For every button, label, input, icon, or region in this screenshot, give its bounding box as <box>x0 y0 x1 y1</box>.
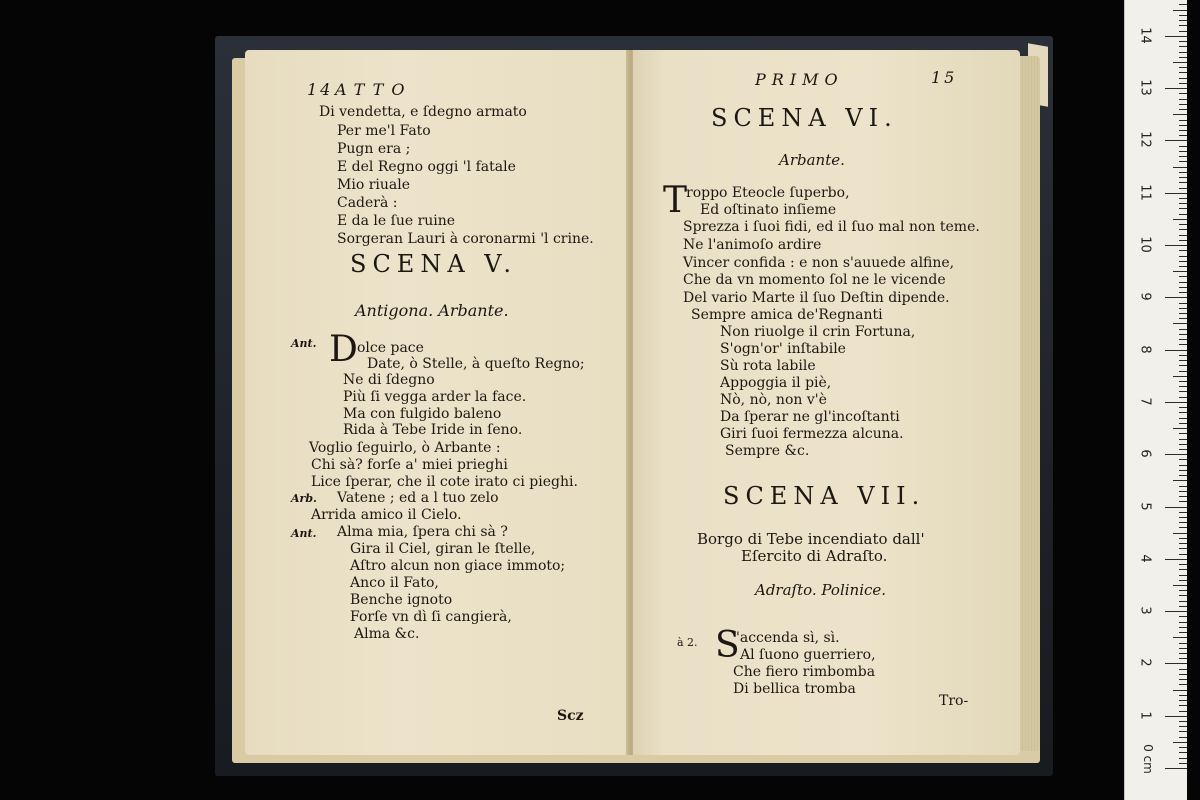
ruler-tick <box>1179 78 1187 79</box>
ruler-tick <box>1179 235 1187 236</box>
verse-line: Rida à Tebe Iride in ſeno. <box>343 422 523 438</box>
verse-line: Voglio ſeguirlo, ò Arbante : <box>309 440 501 456</box>
ruler-tick <box>1179 381 1187 382</box>
ruler-tick <box>1179 527 1187 528</box>
ruler-tick <box>1179 31 1187 32</box>
ruler-tick <box>1165 454 1187 455</box>
ruler-number: 7 <box>1137 397 1153 406</box>
ruler-tick <box>1179 130 1187 131</box>
verse-line: Che da vn momento ſol ne le vicende <box>683 272 946 288</box>
scene-characters: Antigona. Arbante. <box>355 301 509 320</box>
ruler-tick <box>1179 606 1187 607</box>
ruler-tick <box>1179 214 1187 215</box>
ruler-tick <box>1179 371 1187 372</box>
verse-line: Per me'l Fato <box>337 123 431 139</box>
ruler-tick <box>1179 695 1187 696</box>
speaker-label: Arb. <box>291 492 317 505</box>
ruler-tick <box>1179 580 1187 581</box>
ruler-tick <box>1179 93 1187 94</box>
verse-line: Sù rota labile <box>720 358 816 374</box>
setting-line: Borgo di Tebe incendiato dall' <box>697 530 925 548</box>
ruler-tick <box>1179 67 1187 68</box>
verse-line: Lice ſperar, che il cote irato ci pieghi. <box>311 474 578 490</box>
ruler-tick <box>1179 240 1187 241</box>
verse-line: 'accenda sì, sì. <box>736 630 840 646</box>
verse-line: E del Regno oggi 'l fatale <box>337 159 516 175</box>
ruler-tick <box>1179 554 1187 555</box>
verse-line: Mio riuale <box>337 177 410 193</box>
ruler-tick <box>1179 491 1187 492</box>
ruler-tick <box>1179 726 1187 727</box>
ruler-tick <box>1173 10 1187 11</box>
ruler-number: 12 <box>1137 131 1153 149</box>
ruler-tick <box>1179 616 1187 617</box>
ruler-tick <box>1179 4 1187 5</box>
right-page-number: 15 <box>931 68 958 87</box>
ruler-tick <box>1179 758 1187 759</box>
ruler-tick <box>1179 151 1187 152</box>
ruler-tick <box>1179 256 1187 257</box>
ruler-tick <box>1173 271 1187 272</box>
ruler-tick <box>1179 135 1187 136</box>
left-page <box>245 50 629 755</box>
ruler-tick <box>1179 763 1187 764</box>
verse-line: Ne di ſdegno <box>343 372 435 388</box>
ruler-number: 9 <box>1137 292 1153 301</box>
ruler-number: 1 <box>1137 711 1153 720</box>
ruler-tick <box>1179 125 1187 126</box>
speaker-label: Ant. <box>291 337 317 350</box>
ruler-tick <box>1179 20 1187 21</box>
ruler-tick <box>1179 282 1187 283</box>
ruler-tick <box>1179 433 1187 434</box>
left-page-number: 14 <box>307 80 334 99</box>
verse-line: Sempre &c. <box>725 443 810 459</box>
ruler-tick <box>1179 72 1187 73</box>
ruler-tick <box>1173 742 1187 743</box>
ruler-tick <box>1179 407 1187 408</box>
verse-line: Del vario Marte il ſuo Deſtin dipende. <box>683 290 950 306</box>
ruler-tick <box>1173 428 1187 429</box>
ruler-tick <box>1179 737 1187 738</box>
verse-line: olce pace <box>357 340 424 356</box>
right-page <box>633 50 1020 755</box>
ruler-tick <box>1179 188 1187 189</box>
ruler-tick <box>1179 632 1187 633</box>
ruler-tick <box>1179 329 1187 330</box>
verse-line: Vatene ; ed a l tuo zelo <box>337 490 499 506</box>
scene-heading: SCENA VI. <box>711 104 898 132</box>
ruler-tick <box>1165 297 1187 298</box>
ruler-tick <box>1179 203 1187 204</box>
ruler-tick <box>1179 459 1187 460</box>
ruler-number: 4 <box>1137 554 1153 563</box>
ruler-tick <box>1179 517 1187 518</box>
drop-capital: D <box>329 329 358 370</box>
ruler-tick <box>1179 512 1187 513</box>
verse-line: E da le ſue ruine <box>337 213 456 229</box>
drop-capital: S <box>715 625 740 666</box>
ruler-tick <box>1179 104 1187 105</box>
ruler-tick <box>1179 46 1187 47</box>
ruler-unit-label: 0 cm <box>1141 744 1155 774</box>
ruler-tick <box>1179 397 1187 398</box>
ruler-tick <box>1179 575 1187 576</box>
ruler-number: 11 <box>1137 183 1153 201</box>
ruler-tick <box>1179 449 1187 450</box>
scene-heading: SCENA VII. <box>723 482 926 510</box>
ruler-tick <box>1179 674 1187 675</box>
verse-line: Ma con fulgido baleno <box>343 406 502 422</box>
page-fore-edge <box>1018 56 1040 751</box>
ruler-tick <box>1179 344 1187 345</box>
ruler-tick <box>1179 57 1187 58</box>
ruler-tick <box>1179 590 1187 591</box>
ruler-tick <box>1165 193 1187 194</box>
ruler-tick <box>1179 83 1187 84</box>
ruler-tick <box>1179 564 1187 565</box>
ruler-tick <box>1179 52 1187 53</box>
ruler-tick <box>1179 208 1187 209</box>
ruler-tick <box>1179 548 1187 549</box>
ruler-tick <box>1179 334 1187 335</box>
ruler-tick <box>1179 501 1187 502</box>
ruler-tick <box>1173 62 1187 63</box>
ruler-tick <box>1179 313 1187 314</box>
ruler-tick <box>1173 219 1187 220</box>
ruler-tick <box>1165 245 1187 246</box>
ruler-tick <box>1179 418 1187 419</box>
ruler-tick <box>1173 480 1187 481</box>
speaker-label: à 2. <box>677 636 698 649</box>
ruler-tick <box>1173 376 1187 377</box>
speaker-label: Ant. <box>291 527 317 540</box>
verse-line: Ed oſtinato inſieme <box>700 202 837 218</box>
ruler-tick <box>1179 465 1187 466</box>
ruler-tick <box>1179 496 1187 497</box>
ruler-tick <box>1179 444 1187 445</box>
verse-line: roppo Eteocle ſuperbo, <box>686 185 850 201</box>
ruler-tick <box>1179 182 1187 183</box>
right-running-head: PRIMO <box>755 70 844 89</box>
verse-line: Forſe vn dì ſi cangierà, <box>350 609 512 625</box>
verse-line: Di vendetta, e ſdegno armato <box>319 104 527 120</box>
ruler-tick <box>1179 339 1187 340</box>
ruler-number: 10 <box>1137 236 1153 253</box>
ruler-tick <box>1179 669 1187 670</box>
ruler-tick <box>1179 276 1187 277</box>
verse-line: Sempre amica de'Regnanti <box>691 307 883 323</box>
ruler-tick <box>1179 601 1187 602</box>
verse-line: Più ſi vegga arder la face. <box>343 389 527 405</box>
ruler-tick <box>1179 679 1187 680</box>
left-running-head: ATTO <box>335 80 413 99</box>
ruler-tick <box>1179 318 1187 319</box>
ruler-tick <box>1165 507 1187 508</box>
ruler-tick <box>1173 585 1187 586</box>
verse-line: Sorgeran Lauri à coronarmi 'l crine. <box>337 231 594 247</box>
verse-line: Da ſperar ne gl'incoſtanti <box>720 409 900 425</box>
ruler-tick <box>1179 261 1187 262</box>
ruler-tick <box>1179 15 1187 16</box>
ruler-number: 5 <box>1137 501 1153 511</box>
verse-line: S'ogn'or' inſtabile <box>720 341 846 357</box>
verse-line: Nò, nò, non v'è <box>720 392 827 408</box>
ruler-tick <box>1179 177 1187 178</box>
ruler-tick <box>1179 439 1187 440</box>
ruler-tick <box>1179 287 1187 288</box>
verse-line: Benche ignoto <box>350 592 453 608</box>
ruler-tick <box>1179 250 1187 251</box>
ruler-tick <box>1179 711 1187 712</box>
verse-line: Anco il Fato, <box>350 575 439 591</box>
ruler-tick <box>1165 350 1187 351</box>
ruler-tick <box>1179 365 1187 366</box>
ruler-tick <box>1179 658 1187 659</box>
ruler-tick <box>1179 355 1187 356</box>
scene-characters: Adraſto. Polinice. <box>755 581 887 599</box>
ruler-tick <box>1179 292 1187 293</box>
ruler-tick <box>1179 747 1187 748</box>
verse-line: Sprezza i ſuoi fidi, ed il ſuo mal non teme. <box>683 219 980 235</box>
verse-line: Di bellica tromba <box>733 681 856 697</box>
ruler-number: 8 <box>1137 344 1153 354</box>
ruler-tick <box>1179 423 1187 424</box>
ruler-tick <box>1179 627 1187 628</box>
ruler-tick <box>1165 663 1187 664</box>
drop-capital: T <box>663 180 688 221</box>
ruler-tick <box>1179 386 1187 387</box>
ruler-tick <box>1179 569 1187 570</box>
ruler-tick <box>1179 522 1187 523</box>
verse-line: Pugn era ; <box>337 141 411 157</box>
scene-heading: SCENA V. <box>350 250 518 278</box>
ruler-tick <box>1173 533 1187 534</box>
ruler-tick <box>1179 41 1187 42</box>
ruler-tick <box>1179 25 1187 26</box>
ruler-tick <box>1179 146 1187 147</box>
verse-line: Che fiero rimbomba <box>733 664 876 680</box>
ruler-tick <box>1165 402 1187 403</box>
ruler-tick <box>1179 752 1187 753</box>
ruler-tick <box>1179 198 1187 199</box>
verse-line: Appoggia il piè, <box>720 375 832 391</box>
verse-line: Caderà : <box>337 195 398 211</box>
ruler-tick <box>1179 172 1187 173</box>
measuring-ruler <box>1124 0 1187 800</box>
ruler-tick <box>1179 731 1187 732</box>
ruler-tick <box>1165 716 1187 717</box>
verse-line: Chi sà? forſe a' miei prieghi <box>311 457 508 473</box>
ruler-tick <box>1179 648 1187 649</box>
ruler-tick <box>1179 684 1187 685</box>
setting-line: Eſercito di Adraſto. <box>741 547 888 565</box>
ruler-number: 13 <box>1137 79 1153 96</box>
ruler-number: 2 <box>1137 658 1153 668</box>
ruler-tick <box>1179 622 1187 623</box>
ruler-tick <box>1165 36 1187 37</box>
ruler-tick <box>1173 114 1187 115</box>
ruler-tick <box>1179 705 1187 706</box>
verse-line: Aſtro alcun non giace immoto; <box>350 558 566 574</box>
ruler-tick <box>1179 653 1187 654</box>
verse-line: Non riuolge il crin Fortuna, <box>720 324 916 340</box>
ruler-tick <box>1179 120 1187 121</box>
ruler-tick <box>1173 323 1187 324</box>
ruler-tick <box>1173 690 1187 691</box>
ruler-tick <box>1179 360 1187 361</box>
ruler-tick <box>1165 611 1187 612</box>
ruler-tick <box>1165 768 1187 769</box>
ruler-tick <box>1179 156 1187 157</box>
ruler-tick <box>1179 161 1187 162</box>
ruler-tick <box>1173 637 1187 638</box>
verse-line: Al ſuono guerriero, <box>740 647 876 663</box>
ruler-tick <box>1179 224 1187 225</box>
ruler-tick <box>1179 486 1187 487</box>
ruler-tick <box>1179 700 1187 701</box>
ruler-tick <box>1179 303 1187 304</box>
verse-line: Gira il Ciel, giran le ſtelle, <box>350 541 536 557</box>
scene-characters: Arbante. <box>779 151 845 169</box>
ruler-tick <box>1173 167 1187 168</box>
ruler-tick <box>1179 99 1187 100</box>
verse-line: Giri ſuoi fermezza alcuna. <box>720 426 904 442</box>
ruler-tick <box>1165 140 1187 141</box>
ruler-tick <box>1179 643 1187 644</box>
ruler-number: 6 <box>1137 449 1153 458</box>
verse-line: Arrida amico il Cielo. <box>311 507 462 523</box>
ruler-tick <box>1165 559 1187 560</box>
ruler-number: 14 <box>1137 27 1153 44</box>
verse-line: Alma &c. <box>354 626 420 642</box>
ruler-tick <box>1179 109 1187 110</box>
verse-line: Vincer confida : e non s'auuede alfine, <box>683 255 955 271</box>
ruler-tick <box>1179 308 1187 309</box>
signature-mark: Scz <box>557 708 584 724</box>
ruler-tick <box>1179 543 1187 544</box>
ruler-tick <box>1179 475 1187 476</box>
ruler-tick <box>1179 595 1187 596</box>
ruler-tick <box>1165 88 1187 89</box>
verse-line: Date, ò Stelle, à queſto Regno; <box>367 356 585 372</box>
ruler-tick <box>1179 266 1187 267</box>
verse-line: Alma mia, ſpera chi sà ? <box>337 524 508 540</box>
ruler-tick <box>1179 470 1187 471</box>
ruler-number: 3 <box>1137 606 1153 615</box>
ruler-tick <box>1179 538 1187 539</box>
ruler-tick <box>1179 391 1187 392</box>
ruler-tick <box>1179 721 1187 722</box>
ruler-tick <box>1179 412 1187 413</box>
verse-line: Ne l'animoſo ardire <box>683 237 822 253</box>
catchword: Tro- <box>939 693 969 709</box>
ruler-tick <box>1179 229 1187 230</box>
